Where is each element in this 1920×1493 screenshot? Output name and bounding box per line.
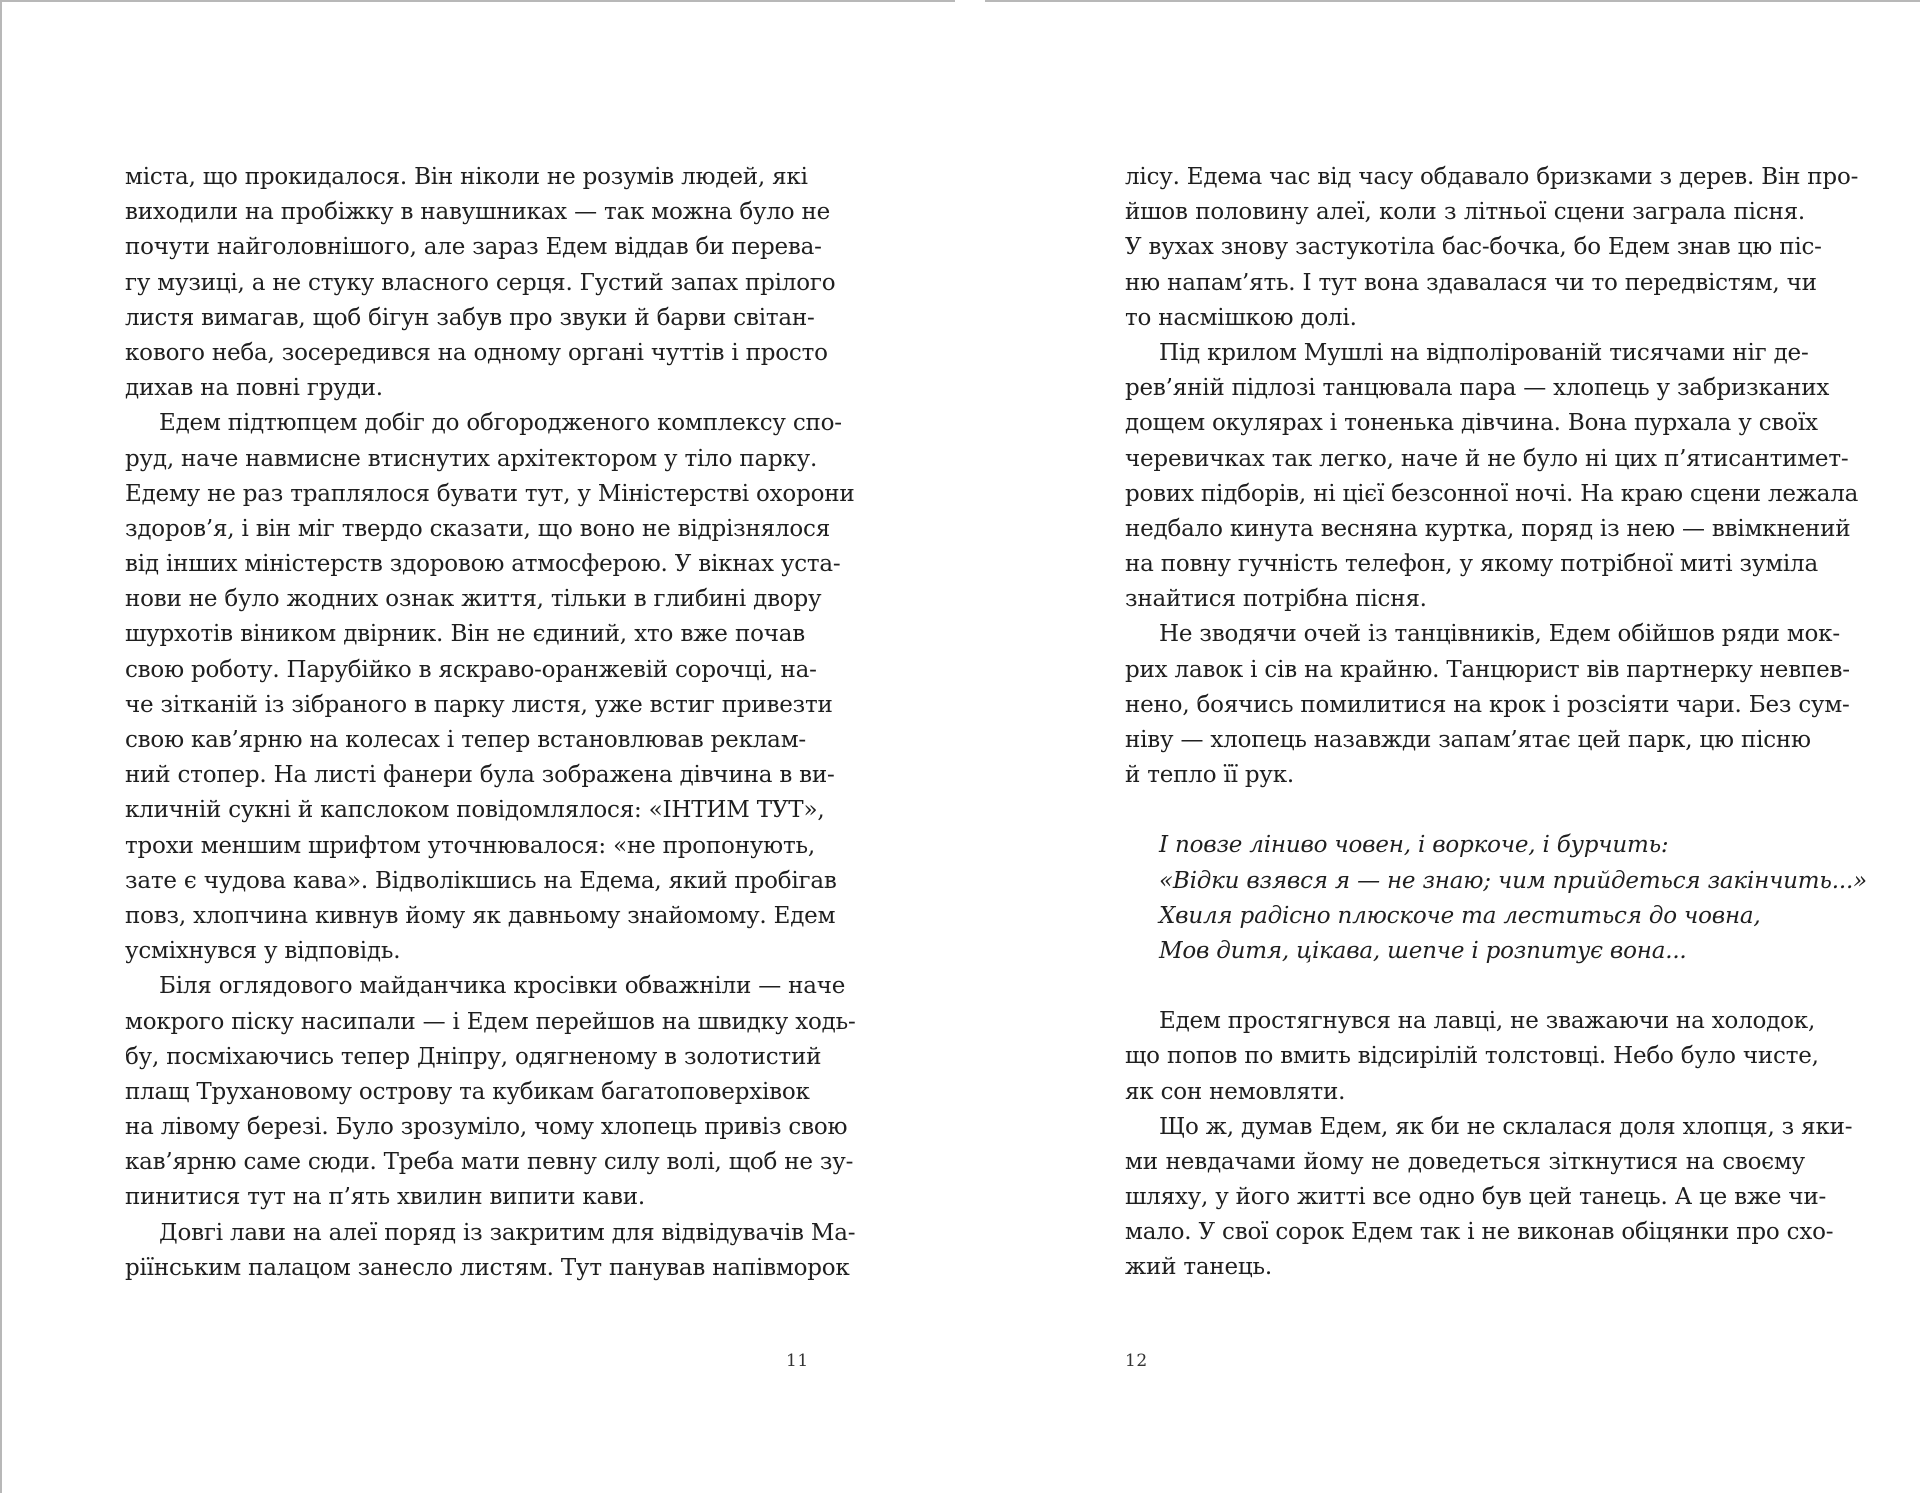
- text-line: недбало кинута весняна куртка, поряд із нею — ввімкнений: [1125, 515, 1851, 542]
- text-line: гу музиці, а не стуку власного серця. Густий запах прілого: [125, 269, 836, 296]
- text-line: Едем простягнувся на лавці, не зважаючи на холодок,: [1159, 1008, 1816, 1035]
- text-line: й тепло її рук.: [1125, 762, 1295, 789]
- poem-line: Хвиля радісно плюскоче та леститься до човна,: [1159, 902, 1761, 929]
- page-number: 11: [786, 1351, 809, 1371]
- text-line: пинитися тут на п’ять хвилин випити кави.: [125, 1184, 646, 1211]
- text-line: Не зводячи очей із танцівників, Едем обійшов ряди мок-: [1159, 621, 1840, 648]
- text-line: почути найголовнішого, але зараз Едем віддав би перева-: [125, 234, 822, 261]
- text-line: че зітканій із зібраного в парку листя, уже встиг привезти: [125, 691, 833, 718]
- text-line: міста, що прокидалося. Він ніколи не розумів людей, які: [125, 164, 808, 190]
- text-line: черевичках так легко, наче й не було ні цих п’ятисантимет-: [1125, 445, 1849, 472]
- text-line: на лівому березі. Було зрозуміло, чому хлопець привіз свою: [125, 1114, 848, 1141]
- text-line: ний стопер. На листі фанери була зображена дівчина в ви-: [125, 762, 835, 789]
- text-line: ню напам’ять. І тут вона здавалася чи то передвістям, чи: [1125, 269, 1817, 296]
- text-line: бу, посміхаючись тепер Дніпру, одягненому в золотистий: [125, 1043, 822, 1070]
- text-line: шляху, у його житті все одно був цей танець. А це вже чи-: [1125, 1184, 1827, 1211]
- text-line: ми невдачами йому не доведеться зіткнутися на своєму: [1125, 1148, 1805, 1175]
- text-line: свою роботу. Парубійко в яскраво-оранжевій сорочці, на-: [125, 656, 817, 683]
- text-line: кав’ярню саме сюди. Треба мати певну силу волі, щоб не зу-: [125, 1149, 854, 1176]
- text-line: плащ Трухановому острову та кубикам багатоповерхівок: [125, 1078, 810, 1105]
- text-line: руд, наче навмисне втиснутих архітектором у тіло парку.: [125, 445, 818, 472]
- text-line: жий танець.: [1125, 1254, 1272, 1281]
- text-line: що попов по вмить відсирілій толстовці. Небо було чисте,: [1125, 1043, 1819, 1070]
- text-line: нено, боячись помилитися на крок і розсіяти чари. Без сум-: [1125, 691, 1850, 718]
- poem-line: І повзе ліниво човен, і воркоче, і бурчить:: [1159, 832, 1669, 859]
- text-line: Едему не раз траплялося бувати тут, у Міністерстві охорони: [125, 480, 855, 507]
- text-line: трохи меншим шрифтом уточнювалося: «не пропонують,: [125, 832, 815, 859]
- poem-quote: [1125, 828, 1867, 969]
- text-line: мало. У свої сорок Едем так і не виконав обіцянки про схо-: [1125, 1219, 1834, 1246]
- text-line: повз, хлопчина кивнув йому як давньому знайомому. Едем: [125, 902, 836, 929]
- right-page: [985, 0, 1920, 1493]
- text-line: лісу. Едема час від часу обдавало бризками з дерев. Він про-: [1125, 164, 1859, 190]
- text-line: кового неба, зосередився на одному органі чуттів і просто: [125, 339, 828, 366]
- text-line: рих лавок і сів на крайню. Танцюрист вів партнерку невпев-: [1125, 656, 1850, 683]
- text-line: Що ж, думав Едем, як би не склалася доля хлопця, з яки-: [1159, 1113, 1853, 1140]
- right-page-text: [1125, 160, 1867, 1286]
- text-line: здоров’я, і він міг твердо сказати, що воно не відрізнялося: [125, 515, 831, 542]
- text-line: Едем підтюпцем добіг до обгородженого комплексу спо-: [159, 410, 842, 437]
- text-line: листя вимагав, щоб бігун забув про звуки й барви світан-: [125, 304, 815, 331]
- text-line: на повну гучність телефон, у якому потрібної миті зуміла: [1125, 551, 1818, 578]
- text-line: знайтися потрібна пісня.: [1125, 586, 1427, 613]
- text-line: нови не було жодних ознак життя, тільки в глибині двору: [125, 586, 822, 613]
- text-line: кличній сукні й капслоком повідомлялося: «ІНТИМ ТУТ»,: [125, 797, 825, 824]
- text-line: У вухах знову застукотіла бас-бочка, бо Едем знав цю піс-: [1125, 234, 1822, 261]
- page-number: 12: [1125, 1351, 1148, 1371]
- text-line: свою кав’ярню на колесах і тепер встановлював реклам-: [125, 727, 806, 753]
- text-line: йшов половину алеї, коли з літньої сцени заграла пісня.: [1125, 199, 1805, 226]
- text-line: ріїнським палацом занесло листям. Тут панував напівморок: [125, 1254, 850, 1281]
- text-line: дихав на повні груди.: [125, 375, 383, 402]
- text-line: зате є чудова кава». Відволікшись на Едема, який пробігав: [125, 867, 837, 894]
- poem-line: Мов дитя, цікава, шепче і розпитує вона...: [1159, 937, 1687, 964]
- poem-line: «Відки взявся я — не знаю; чим прийдеться закінчить...»: [1159, 867, 1867, 894]
- text-line: Під крилом Мушлі на відполірованій тисячами ніг де-: [1159, 339, 1809, 366]
- left-page-text: [125, 160, 856, 1286]
- text-line: мокрого піску насипали — і Едем перейшов на швидку ходь-: [125, 1008, 856, 1035]
- text-line: виходили на пробіжку в навушниках — так можна було не: [125, 199, 831, 226]
- text-line: Довгі лави на алеї поряд із закритим для відвідувачів Ма-: [159, 1219, 856, 1246]
- text-line: дощем окулярах і тоненька дівчина. Вона пурхала у своїх: [1125, 410, 1818, 437]
- text-line: усміхнувся у відповідь.: [125, 938, 401, 965]
- text-line: від інших міністерств здоровою атмосферою. У вікнах уста-: [125, 551, 841, 578]
- text-line: шурхотів віником двірник. Він не єдиний, хто вже почав: [125, 621, 805, 648]
- text-line: Біля оглядового майданчика кросівки обважніли — наче: [159, 973, 846, 1000]
- text-line: ніву — хлопець назавжди запам’ятає цей парк, цю пісню: [1125, 727, 1811, 753]
- left-page: [0, 0, 955, 1493]
- text-line: як сон немовляти.: [1125, 1078, 1346, 1105]
- text-line: рових підборів, ні цієї безсонної ночі. На краю сцени лежала: [1125, 480, 1859, 507]
- text-line: то насмішкою долі.: [1125, 304, 1357, 331]
- text-line: рев’яній підлозі танцювала пара — хлопець у забризканих: [1125, 375, 1830, 402]
